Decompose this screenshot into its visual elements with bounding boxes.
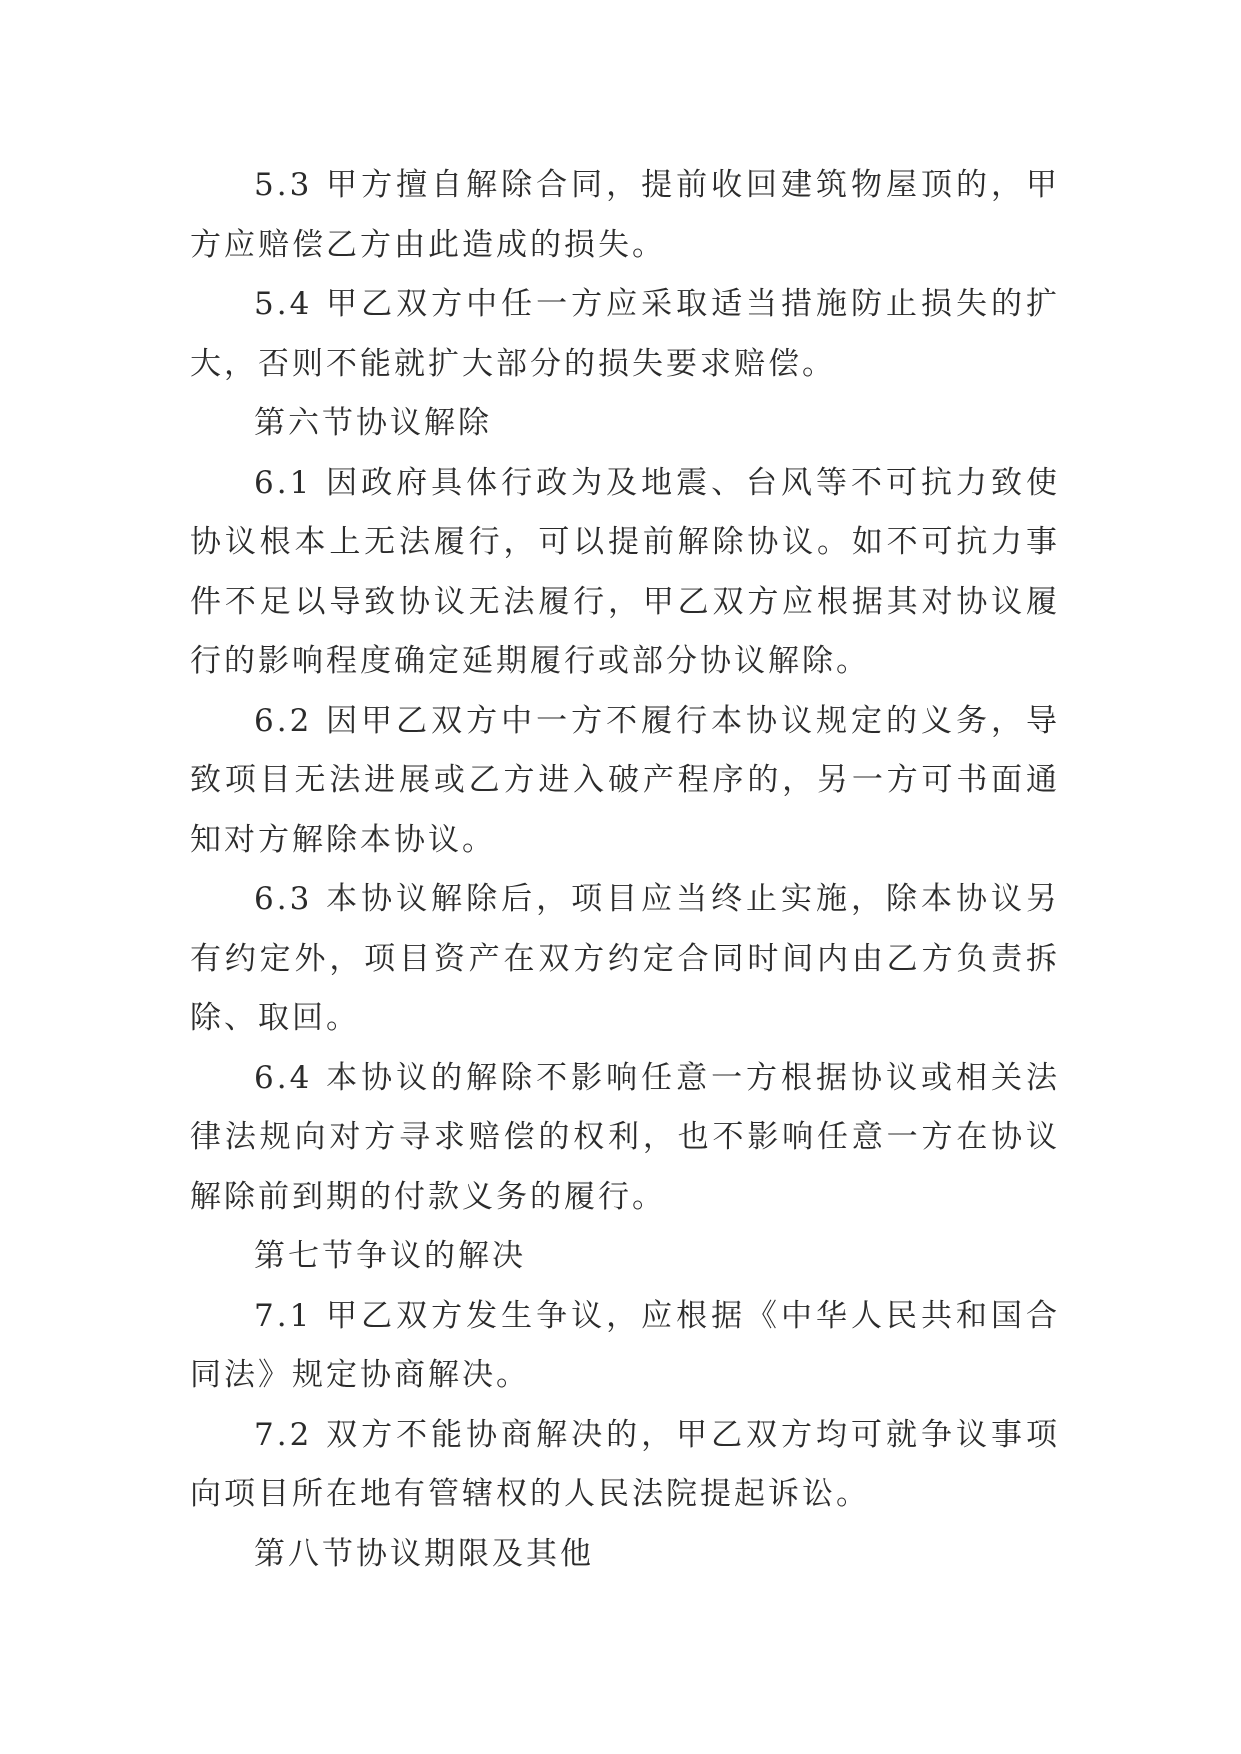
clause-6-1: 6.1 因政府具体行政为及地震、台风等不可抗力致使协议根本上无法履行，可以提前解除协议。如不可抗力事件不足以导致协议无法履行，甲乙双方应根据其对协议履行的影响程度确定延期履行或部分协议解除。 — [190, 464, 1060, 679]
section-heading-6: 第六节协议解除 — [254, 405, 492, 441]
clause-5-3: 5.3 甲方擅自解除合同，提前收回建筑物屋顶的，甲方应赔偿乙方由此造成的损失。 — [190, 167, 1060, 263]
clause-6-2: 6.2 因甲乙双方中一方不履行本协议规定的义务，导致项目无法进展或乙方进入破产程序的，另一方可书面通知对方解除本协议。 — [190, 702, 1060, 858]
section-heading-8: 第八节协议期限及其他 — [254, 1535, 594, 1572]
clause-5-4: 5.4 甲乙双方中任一方应采取适当措施防止损失的扩大，否则不能就扩大部分的损失要求赔偿。 — [190, 286, 1060, 382]
clause-6-4: 6.4 本协议的解除不影响任意一方根据协议或相关法律法规向对方寻求赔偿的权利，也不影响任意一方在协议解除前到期的付款义务的履行。 — [190, 1059, 1060, 1215]
clause-6-3: 6.3 本协议解除后，项目应当终止实施，除本协议另有约定外，项目资产在双方约定合同时间内由乙方负责拆除、取回。 — [190, 881, 1060, 1036]
section-heading-7: 第七节争议的解决 — [254, 1238, 526, 1274]
clause-7-2: 7.2 双方不能协商解决的，甲乙双方均可就争议事项向项目所在地有管辖权的人民法院提起诉讼。 — [190, 1416, 1060, 1512]
clause-7-1: 7.1 甲乙双方发生争议，应根据《中华人民共和国合同法》规定协商解决。 — [190, 1297, 1060, 1393]
document-body — [190, 156, 1060, 1584]
